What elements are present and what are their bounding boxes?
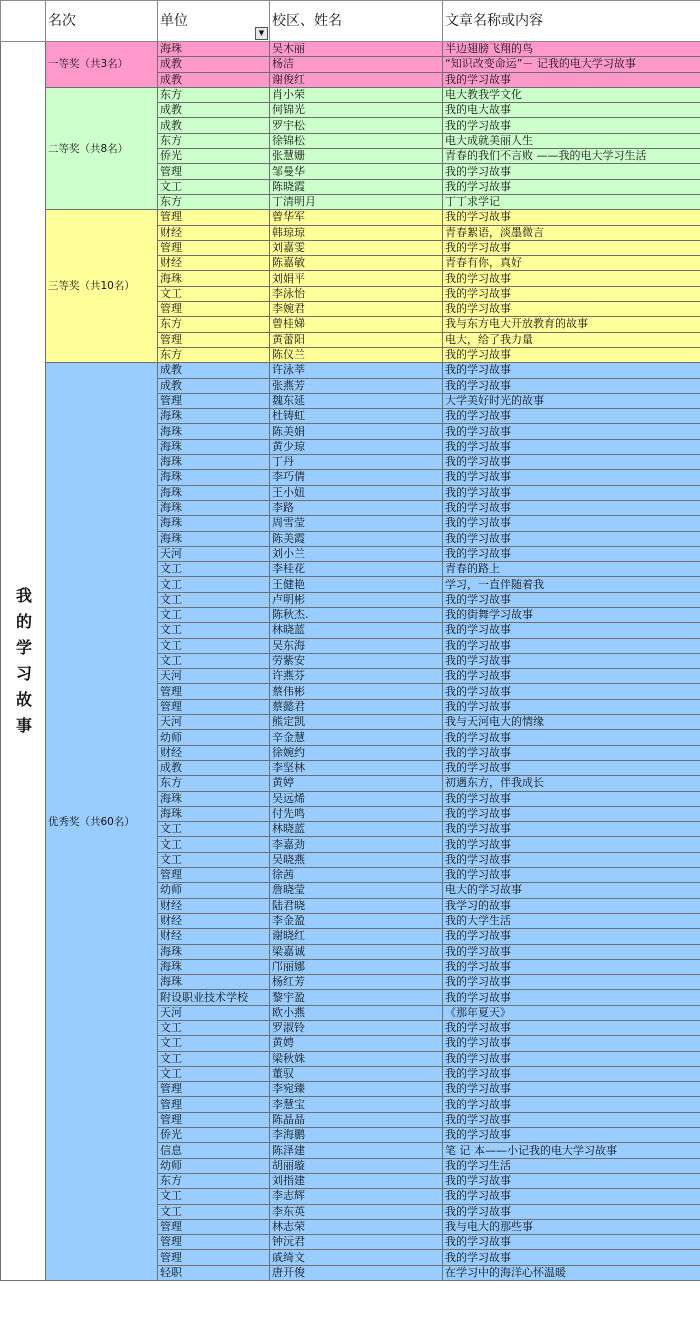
- unit-cell[interactable]: 管理: [158, 240, 270, 255]
- title-cell[interactable]: 青春有你，真好: [443, 256, 700, 271]
- unit-cell[interactable]: 管理: [158, 302, 270, 317]
- name-cell[interactable]: 胡丽璇: [270, 1158, 443, 1173]
- title-cell[interactable]: 我的学习故事: [443, 271, 700, 286]
- name-cell[interactable]: 劳紫安: [270, 653, 443, 668]
- name-cell[interactable]: 林志荣: [270, 1219, 443, 1234]
- title-cell[interactable]: 我与天河电大的情缘: [443, 715, 700, 730]
- name-cell[interactable]: 邹曼华: [270, 164, 443, 179]
- unit-cell[interactable]: 成教: [158, 363, 270, 378]
- title-cell[interactable]: 我的学习故事: [443, 439, 700, 454]
- title-cell[interactable]: 《那年夏天》: [443, 1005, 700, 1020]
- title-cell[interactable]: 我的学习故事: [443, 975, 700, 990]
- name-cell[interactable]: 李海鹏: [270, 1128, 443, 1143]
- title-cell[interactable]: 我的学习故事: [443, 1021, 700, 1036]
- prize-level-cell[interactable]: 一等奖（共3名）: [46, 42, 158, 88]
- name-cell[interactable]: 罗淑铃: [270, 1021, 443, 1036]
- unit-cell[interactable]: 管理: [158, 164, 270, 179]
- unit-cell[interactable]: 管理: [158, 1097, 270, 1112]
- unit-cell[interactable]: 管理: [158, 1112, 270, 1127]
- unit-cell[interactable]: 海珠: [158, 791, 270, 806]
- name-cell[interactable]: 许泳莘: [270, 363, 443, 378]
- name-cell[interactable]: 张慧姗: [270, 149, 443, 164]
- title-cell[interactable]: 我的学习故事: [443, 1051, 700, 1066]
- title-cell[interactable]: 我的学习故事: [443, 1173, 700, 1188]
- title-cell[interactable]: 我的学习故事: [443, 378, 700, 393]
- unit-cell[interactable]: 财经: [158, 256, 270, 271]
- unit-cell[interactable]: 海珠: [158, 500, 270, 515]
- unit-cell[interactable]: 文工: [158, 1051, 270, 1066]
- name-cell[interactable]: 吴木丽: [270, 42, 443, 57]
- title-cell[interactable]: 我的学习故事: [443, 1066, 700, 1081]
- name-cell[interactable]: 魏东延: [270, 393, 443, 408]
- unit-cell[interactable]: 幼师: [158, 730, 270, 745]
- title-cell[interactable]: 我的学习故事: [443, 806, 700, 821]
- unit-cell[interactable]: 海珠: [158, 470, 270, 485]
- unit-cell[interactable]: 信息: [158, 1143, 270, 1158]
- unit-cell[interactable]: 管理: [158, 868, 270, 883]
- name-cell[interactable]: 李金盈: [270, 913, 443, 928]
- unit-cell[interactable]: 天河: [158, 546, 270, 561]
- header-unit: 单位: [160, 13, 188, 29]
- unit-cell[interactable]: 东方: [158, 347, 270, 362]
- title-cell[interactable]: 我与东方电大开放教育的故事: [443, 317, 700, 332]
- title-cell[interactable]: 我的学习故事: [443, 424, 700, 439]
- unit-cell[interactable]: 海珠: [158, 485, 270, 500]
- title-cell[interactable]: 我的学习故事: [443, 210, 700, 225]
- name-cell[interactable]: 陈秋杰.: [270, 607, 443, 622]
- title-cell[interactable]: 电大的学习故事: [443, 883, 700, 898]
- title-cell[interactable]: 电大教我学文化: [443, 87, 700, 102]
- title-cell[interactable]: 我的学习故事: [443, 363, 700, 378]
- unit-cell[interactable]: 东方: [158, 776, 270, 791]
- header-row: [1, 1, 700, 42]
- unit-cell[interactable]: 文工: [158, 653, 270, 668]
- name-cell[interactable]: 陈嘉敏: [270, 256, 443, 271]
- unit-cell[interactable]: 海珠: [158, 271, 270, 286]
- title-cell[interactable]: 我的学习故事: [443, 730, 700, 745]
- category-label: 我的学习故事: [15, 586, 32, 736]
- unit-cell[interactable]: 管理: [158, 332, 270, 347]
- unit-cell[interactable]: 成教: [158, 118, 270, 133]
- name-cell[interactable]: 李东英: [270, 1204, 443, 1219]
- unit-cell[interactable]: 海珠: [158, 455, 270, 470]
- empty-sheet-area: [0, 1296, 700, 1320]
- name-cell[interactable]: 何锦光: [270, 103, 443, 118]
- title-cell[interactable]: 我的学习故事: [443, 868, 700, 883]
- title-cell[interactable]: 我的学习故事: [443, 638, 700, 653]
- name-cell[interactable]: 吴东海: [270, 638, 443, 653]
- name-cell[interactable]: 李泳怡: [270, 286, 443, 301]
- name-cell[interactable]: 徐茜: [270, 868, 443, 883]
- unit-cell[interactable]: 东方: [158, 1173, 270, 1188]
- title-cell[interactable]: 我的学习故事: [443, 179, 700, 194]
- unit-cell[interactable]: 海珠: [158, 531, 270, 546]
- title-cell[interactable]: 我的学习生活: [443, 1158, 700, 1173]
- unit-cell[interactable]: 文工: [158, 179, 270, 194]
- unit-cell[interactable]: 成教: [158, 57, 270, 72]
- title-cell[interactable]: 学习，一直伴随着我: [443, 577, 700, 592]
- unit-cell[interactable]: 幼师: [158, 1158, 270, 1173]
- name-cell[interactable]: 杜铸虹: [270, 409, 443, 424]
- title-cell[interactable]: 笔 记 本——小记我的电大学习故事: [443, 1143, 700, 1158]
- prize-level-cell[interactable]: 三等奖（共10名）: [46, 210, 158, 363]
- unit-cell[interactable]: 侨光: [158, 149, 270, 164]
- unit-cell[interactable]: 文工: [158, 623, 270, 638]
- name-cell[interactable]: 曾华军: [270, 210, 443, 225]
- name-cell[interactable]: 李巧倩: [270, 470, 443, 485]
- name-cell[interactable]: 陈晶晶: [270, 1112, 443, 1127]
- unit-cell[interactable]: 成教: [158, 378, 270, 393]
- unit-cell[interactable]: 管理: [158, 393, 270, 408]
- name-cell[interactable]: 钟沅君: [270, 1235, 443, 1250]
- unit-cell[interactable]: 天河: [158, 669, 270, 684]
- title-cell[interactable]: 我的学习故事: [443, 944, 700, 959]
- title-cell[interactable]: 我的电大故事: [443, 103, 700, 118]
- name-cell[interactable]: 李婉君: [270, 302, 443, 317]
- unit-cell[interactable]: 文工: [158, 1189, 270, 1204]
- name-cell[interactable]: 黎宇盈: [270, 990, 443, 1005]
- unit-cell[interactable]: 成教: [158, 760, 270, 775]
- unit-cell[interactable]: 海珠: [158, 439, 270, 454]
- title-cell[interactable]: 我的学习故事: [443, 1204, 700, 1219]
- name-cell[interactable]: 陈仪兰: [270, 347, 443, 362]
- name-cell[interactable]: 李路: [270, 500, 443, 515]
- title-cell[interactable]: 我的学习故事: [443, 822, 700, 837]
- title-cell[interactable]: 我的学习故事: [443, 745, 700, 760]
- unit-cell[interactable]: 文工: [158, 607, 270, 622]
- table-row: [1, 87, 700, 102]
- title-cell[interactable]: 我的学习故事: [443, 500, 700, 515]
- title-cell[interactable]: 我的学习故事: [443, 699, 700, 714]
- unit-cell[interactable]: 文工: [158, 1204, 270, 1219]
- unit-cell[interactable]: 轻职: [158, 1265, 270, 1280]
- unit-cell[interactable]: 东方: [158, 317, 270, 332]
- name-cell[interactable]: 林晓蓝: [270, 623, 443, 638]
- title-cell[interactable]: 大学美好时光的故事: [443, 393, 700, 408]
- name-cell[interactable]: 王健艳: [270, 577, 443, 592]
- unit-cell[interactable]: 海珠: [158, 944, 270, 959]
- unit-cell[interactable]: 管理: [158, 684, 270, 699]
- unit-cell[interactable]: 东方: [158, 133, 270, 148]
- table-row: [1, 363, 700, 378]
- title-cell[interactable]: 我的学习故事: [443, 1097, 700, 1112]
- title-cell[interactable]: 我与电大的那些事: [443, 1219, 700, 1234]
- title-cell[interactable]: 我的学习故事: [443, 592, 700, 607]
- title-cell[interactable]: 我的学习故事: [443, 302, 700, 317]
- name-cell[interactable]: 丁清明月: [270, 194, 443, 209]
- header-rank[interactable]: 名次: [46, 1, 158, 42]
- name-cell[interactable]: 唐开俊: [270, 1265, 443, 1280]
- name-cell[interactable]: 李志辉: [270, 1189, 443, 1204]
- title-cell[interactable]: 半边翅膀飞翔的鸟: [443, 42, 700, 57]
- unit-cell[interactable]: 附设职业技术学校: [158, 990, 270, 1005]
- name-cell[interactable]: 梁嘉诚: [270, 944, 443, 959]
- unit-cell[interactable]: 文工: [158, 562, 270, 577]
- name-cell[interactable]: 罗宇松: [270, 118, 443, 133]
- unit-cell[interactable]: 管理: [158, 1250, 270, 1265]
- unit-cell[interactable]: 文工: [158, 638, 270, 653]
- name-cell[interactable]: 李坚林: [270, 760, 443, 775]
- name-cell[interactable]: 陈美娟: [270, 424, 443, 439]
- title-cell[interactable]: 我的学习故事: [443, 1128, 700, 1143]
- name-cell[interactable]: 付先鸣: [270, 806, 443, 821]
- unit-cell[interactable]: 文工: [158, 286, 270, 301]
- title-cell[interactable]: 我的学习故事: [443, 1235, 700, 1250]
- header-corner-cell[interactable]: [1, 1, 46, 42]
- name-cell[interactable]: 杨洁: [270, 57, 443, 72]
- unit-cell[interactable]: 文工: [158, 592, 270, 607]
- name-cell[interactable]: 陆君晓: [270, 898, 443, 913]
- title-cell[interactable]: 我的学习故事: [443, 852, 700, 867]
- name-cell[interactable]: 邝丽娜: [270, 959, 443, 974]
- unit-cell[interactable]: 海珠: [158, 806, 270, 821]
- title-cell[interactable]: 我的学习故事: [443, 1082, 700, 1097]
- name-cell[interactable]: 蔡伟彬: [270, 684, 443, 699]
- unit-cell[interactable]: 天河: [158, 1005, 270, 1020]
- title-cell[interactable]: 我的学习故事: [443, 653, 700, 668]
- unit-cell[interactable]: 管理: [158, 1235, 270, 1250]
- title-cell[interactable]: 我的学习故事: [443, 286, 700, 301]
- unit-cell[interactable]: 财经: [158, 225, 270, 240]
- name-cell[interactable]: 熊定凯: [270, 715, 443, 730]
- filter-dropdown-icon[interactable]: ▼: [255, 27, 268, 40]
- name-cell[interactable]: 张燕芳: [270, 378, 443, 393]
- title-cell[interactable]: 初遇东方，伴我成长: [443, 776, 700, 791]
- title-cell[interactable]: 我的学习故事: [443, 791, 700, 806]
- name-cell[interactable]: 陈泽建: [270, 1143, 443, 1158]
- name-cell[interactable]: 徐锦松: [270, 133, 443, 148]
- unit-cell[interactable]: 文工: [158, 822, 270, 837]
- unit-cell[interactable]: 财经: [158, 913, 270, 928]
- unit-cell[interactable]: 管理: [158, 1082, 270, 1097]
- name-cell[interactable]: 黄蕾阳: [270, 332, 443, 347]
- title-cell[interactable]: 我的学习故事: [443, 546, 700, 561]
- name-cell[interactable]: 吴远烯: [270, 791, 443, 806]
- unit-cell[interactable]: 海珠: [158, 516, 270, 531]
- unit-cell[interactable]: 天河: [158, 715, 270, 730]
- title-cell[interactable]: 我的学习故事: [443, 990, 700, 1005]
- title-cell[interactable]: 在学习中的海洋心怀温暖: [443, 1265, 700, 1280]
- title-cell[interactable]: 我的学习故事: [443, 347, 700, 362]
- name-cell[interactable]: 韩琼琼: [270, 225, 443, 240]
- name-cell[interactable]: 刘小兰: [270, 546, 443, 561]
- table-row: [1, 42, 700, 57]
- name-cell[interactable]: 董驭: [270, 1066, 443, 1081]
- title-cell[interactable]: 我的学习故事: [443, 837, 700, 852]
- unit-cell[interactable]: 文工: [158, 1066, 270, 1081]
- name-cell[interactable]: 辛金慧: [270, 730, 443, 745]
- name-cell[interactable]: 李嘉劲: [270, 837, 443, 852]
- title-cell[interactable]: 我的大学生活: [443, 913, 700, 928]
- name-cell[interactable]: 刘指建: [270, 1173, 443, 1188]
- name-cell[interactable]: 刘娟平: [270, 271, 443, 286]
- unit-cell[interactable]: 管理: [158, 210, 270, 225]
- unit-cell[interactable]: 幼师: [158, 883, 270, 898]
- name-cell[interactable]: 陈美霞: [270, 531, 443, 546]
- title-cell[interactable]: 我的学习故事: [443, 72, 700, 87]
- title-cell[interactable]: 我的学习故事: [443, 455, 700, 470]
- title-cell[interactable]: 丁丁求学记: [443, 194, 700, 209]
- title-cell[interactable]: 我的学习故事: [443, 409, 700, 424]
- unit-cell[interactable]: 文工: [158, 1021, 270, 1036]
- unit-cell[interactable]: 成教: [158, 103, 270, 118]
- unit-cell[interactable]: 海珠: [158, 975, 270, 990]
- name-cell[interactable]: 蔡懿君: [270, 699, 443, 714]
- title-cell[interactable]: 青春絮语，淡墨微言: [443, 225, 700, 240]
- name-cell[interactable]: 林晓蓝: [270, 822, 443, 837]
- title-cell[interactable]: 我的学习故事: [443, 240, 700, 255]
- unit-cell[interactable]: 财经: [158, 929, 270, 944]
- unit-cell[interactable]: 财经: [158, 745, 270, 760]
- title-cell[interactable]: 我的学习故事: [443, 959, 700, 974]
- name-cell[interactable]: 王小妞: [270, 485, 443, 500]
- name-cell[interactable]: 李宛臻: [270, 1082, 443, 1097]
- name-cell[interactable]: 周雪莹: [270, 516, 443, 531]
- name-cell[interactable]: 李慧宝: [270, 1097, 443, 1112]
- title-cell[interactable]: 我的学习故事: [443, 118, 700, 133]
- title-cell[interactable]: 我的学习故事: [443, 485, 700, 500]
- name-cell[interactable]: 许燕芬: [270, 669, 443, 684]
- unit-cell[interactable]: 管理: [158, 699, 270, 714]
- title-cell[interactable]: 我学习的故事: [443, 898, 700, 913]
- name-cell[interactable]: 戚绮文: [270, 1250, 443, 1265]
- header-name[interactable]: 校区、姓名: [270, 1, 443, 42]
- title-cell[interactable]: 我的学习故事: [443, 516, 700, 531]
- unit-cell[interactable]: 财经: [158, 898, 270, 913]
- title-cell[interactable]: 我的学习故事: [443, 1112, 700, 1127]
- name-cell[interactable]: 谢俊红: [270, 72, 443, 87]
- unit-cell[interactable]: 东方: [158, 87, 270, 102]
- name-cell[interactable]: 黄婷: [270, 776, 443, 791]
- title-cell[interactable]: 我的学习故事: [443, 684, 700, 699]
- name-cell[interactable]: 梁秋姝: [270, 1051, 443, 1066]
- name-cell[interactable]: 肖小荣: [270, 87, 443, 102]
- name-cell[interactable]: 陈晓霞: [270, 179, 443, 194]
- title-cell[interactable]: 我的学习故事: [443, 1036, 700, 1051]
- name-cell[interactable]: 吴晓燕: [270, 852, 443, 867]
- prize-level-cell[interactable]: 优秀奖（共60名）: [46, 363, 158, 1281]
- name-cell[interactable]: 曾桂娣: [270, 317, 443, 332]
- unit-cell[interactable]: 文工: [158, 852, 270, 867]
- title-cell[interactable]: 我的学习故事: [443, 623, 700, 638]
- unit-cell[interactable]: 文工: [158, 1036, 270, 1051]
- title-cell[interactable]: 我的学习故事: [443, 1189, 700, 1204]
- unit-cell[interactable]: 文工: [158, 577, 270, 592]
- name-cell[interactable]: 杨红芳: [270, 975, 443, 990]
- header-title[interactable]: 文章名称或内容: [443, 1, 700, 42]
- unit-cell[interactable]: 管理: [158, 1219, 270, 1234]
- title-cell[interactable]: 我的学习故事: [443, 531, 700, 546]
- title-cell[interactable]: 电大，给了我力量: [443, 332, 700, 347]
- title-cell[interactable]: 我的学习故事: [443, 164, 700, 179]
- unit-cell[interactable]: 海珠: [158, 42, 270, 57]
- title-cell[interactable]: 我的学习故事: [443, 669, 700, 684]
- unit-cell[interactable]: 东方: [158, 194, 270, 209]
- name-cell[interactable]: 刘嘉雯: [270, 240, 443, 255]
- title-cell[interactable]: 青春的路上: [443, 562, 700, 577]
- category-cell[interactable]: [1, 42, 46, 1281]
- unit-cell[interactable]: 侨光: [158, 1128, 270, 1143]
- name-cell[interactable]: 黄娉: [270, 1036, 443, 1051]
- title-cell[interactable]: 我的学习故事: [443, 470, 700, 485]
- name-cell[interactable]: 卢明彬: [270, 592, 443, 607]
- name-cell[interactable]: 黄少琼: [270, 439, 443, 454]
- name-cell[interactable]: 谢晓红: [270, 929, 443, 944]
- title-cell[interactable]: 电大成就美丽人生: [443, 133, 700, 148]
- unit-cell[interactable]: 成教: [158, 72, 270, 87]
- unit-cell[interactable]: 海珠: [158, 424, 270, 439]
- table-row: [1, 210, 700, 225]
- title-cell[interactable]: 我的街舞学习故事: [443, 607, 700, 622]
- title-cell[interactable]: 我的学习故事: [443, 1250, 700, 1265]
- unit-cell[interactable]: 文工: [158, 837, 270, 852]
- unit-cell[interactable]: 海珠: [158, 409, 270, 424]
- unit-cell[interactable]: 海珠: [158, 959, 270, 974]
- name-cell[interactable]: 詹晓莹: [270, 883, 443, 898]
- title-cell[interactable]: 我的学习故事: [443, 760, 700, 775]
- title-cell[interactable]: “知识改变命运”－ 记我的电大学习故事: [443, 57, 700, 72]
- name-cell[interactable]: 李桂花: [270, 562, 443, 577]
- prize-level-cell[interactable]: 二等奖（共8名）: [46, 87, 158, 209]
- name-cell[interactable]: 徐婉约: [270, 745, 443, 760]
- header-unit-cell[interactable]: [158, 1, 270, 42]
- title-cell[interactable]: 我的学习故事: [443, 929, 700, 944]
- title-cell[interactable]: 青春的我们不言败 ——我的电大学习生活: [443, 149, 700, 164]
- name-cell[interactable]: 丁丹: [270, 455, 443, 470]
- name-cell[interactable]: 欧小燕: [270, 1005, 443, 1020]
